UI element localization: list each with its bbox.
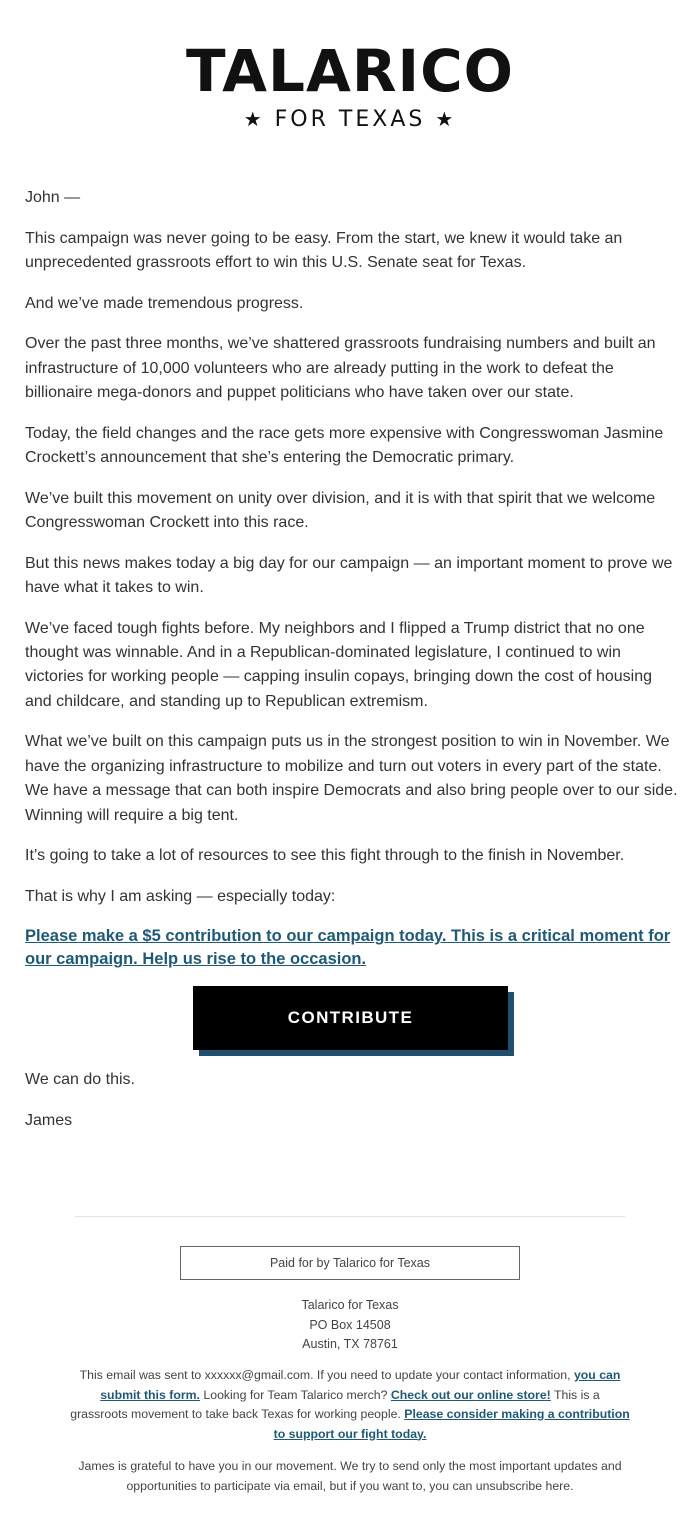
online-store-link[interactable]: Check out our online store! xyxy=(390,1387,551,1402)
address-line: Austin, TX 78761 xyxy=(302,1337,398,1351)
paid-for-disclaimer: Paid for by Talarico for Texas xyxy=(180,1246,520,1280)
address-line: PO Box 14508 xyxy=(309,1317,391,1332)
movement-text: This is a grassroots movement to take back Texas for working people. xyxy=(70,1387,600,1421)
contribute-button[interactable]: CONTRIBUTE xyxy=(193,986,508,1050)
paragraph: Over the past three months, we’ve shattered grassroots fundraising numbers and built an infrastructure of 10,000 volunteers who are already putting in the work to defeat the billionaire mega-donors and puppet politicians who have taken over our state. xyxy=(25,335,656,401)
paragraph: We’ve faced tough fights before. My neighbors and I flipped a Trump district that no one thought was winnable. And in a Republican-dominated legislature, I continued to win victories for working people — capping insulin copays, bringing down the cost of housing and childcare, and standing up to Republican extremism. xyxy=(25,619,653,710)
star-icon: ★ xyxy=(243,107,265,131)
paragraph: This campaign was never going to be easy. From the start, we knew it would take an unprecedented grassroots effort to win this U.S. Senate seat for Texas. xyxy=(25,229,623,271)
paragraph: We’ve built this movement on unity over division, and it is with that spirit that we welcome Congresswoman Crockett into this race. xyxy=(25,489,656,531)
paragraph: It’s going to take a lot of resources to see this fight through to the finish in November. xyxy=(25,847,625,865)
address-line: Talarico for Texas xyxy=(301,1298,399,1312)
closing-line: We can do this. xyxy=(25,1071,135,1088)
mailing-address xyxy=(0,1296,700,1355)
paragraph: And we’ve made tremendous progress. xyxy=(25,294,304,312)
paragraph: But this news makes today a big day for our campaign — an important moment to prove we have what it takes to win. xyxy=(25,554,673,596)
logo-subtitle-text: FOR TEXAS xyxy=(274,107,426,132)
update-contact-link[interactable]: you can submit this form. xyxy=(100,1368,621,1402)
footer-info xyxy=(70,1366,630,1444)
contribution-link[interactable]: Please make a $5 contribution to our campaign today. This is a critical moment for our campaign. Help us rise to the occasion. xyxy=(25,927,671,969)
paragraph: Today, the field changes and the race gets more expensive with Congresswoman Jasmine Crockett’s announcement that she’s entering the Democratic primary. xyxy=(25,424,664,466)
signature: James xyxy=(25,1111,73,1129)
letter-closing xyxy=(25,1068,680,1149)
logo-subtitle xyxy=(0,104,700,135)
contribute-button-wrapper xyxy=(193,986,514,1056)
merch-text: Looking for Team Talarico merch? xyxy=(199,1387,391,1402)
paragraph: What we’ve built on this campaign puts us in the strongest position to win in November. We have the organizing infrastructure to mobilize and turn out voters in every part of the state. We have a message that can both inspire Democrats and also bring people over to our side. Winning will require a big tent. xyxy=(25,733,678,824)
footer-contribute-link[interactable]: Please consider making a contribution to support our fight today. xyxy=(273,1407,630,1441)
sent-to-text: This email was sent to xxxxxx@gmail.com. If you need to update your contact information, xyxy=(79,1368,574,1382)
star-icon: ★ xyxy=(435,107,457,131)
letter-body xyxy=(25,186,680,988)
campaign-logo xyxy=(0,37,700,135)
salutation: John — xyxy=(25,189,81,206)
footer-divider xyxy=(75,1216,625,1217)
paragraph: That is why I am asking — especially today: xyxy=(25,887,336,905)
unsubscribe-note: James is grateful to have you in our movement. We try to send only the most important updates and opportunities to participate via email, but if you want to, you can unsubscribe here. xyxy=(78,1459,622,1493)
logo-title: TALARICO xyxy=(186,37,514,105)
